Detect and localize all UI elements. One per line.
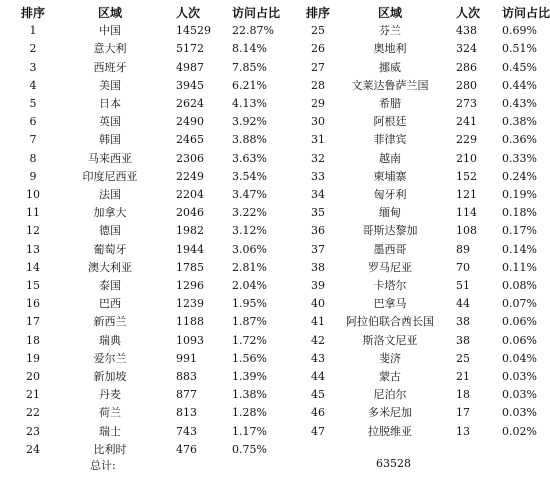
rank-cell: 17	[26, 315, 40, 329]
share-cell: 0.51%	[502, 42, 537, 56]
visits-cell: 1944	[176, 242, 204, 256]
region-cell: 多米尼加	[368, 406, 412, 420]
rank-cell: 1	[29, 24, 37, 38]
share-cell: 1.72%	[232, 333, 267, 347]
region-cell: 柬埔寨	[373, 169, 407, 183]
share-cell: 0.36%	[502, 133, 537, 147]
share-cell: 3.47%	[232, 188, 267, 201]
header-visits: 人次	[456, 6, 481, 20]
share-cell: 6.21%	[232, 78, 267, 92]
region-cell: 日本	[99, 97, 121, 110]
region-cell: 拉脱维亚	[368, 424, 412, 438]
rank-cell: 28	[311, 78, 325, 92]
visits-cell: 44	[456, 297, 470, 311]
share-cell: 0.02%	[502, 424, 537, 438]
rank-cell: 14	[26, 260, 40, 274]
region-cell: 荷兰	[99, 406, 121, 420]
visits-cell: 1982	[176, 224, 204, 238]
region-cell: 希腊	[379, 97, 401, 110]
visits-cell: 229	[456, 133, 477, 147]
region-cell: 罗马尼亚	[368, 260, 412, 274]
rank-cell: 12	[26, 224, 40, 238]
rank-cell: 21	[26, 388, 40, 402]
region-cell: 美国	[99, 78, 121, 92]
rank-cell: 4	[29, 78, 37, 92]
region-cell: 斐济	[379, 351, 401, 365]
rank-cell: 47	[311, 424, 325, 438]
visits-cell: 286	[456, 60, 477, 74]
visits-cell: 1785	[176, 260, 204, 274]
share-cell: 4.13%	[232, 97, 267, 110]
visits-cell: 273	[456, 97, 477, 110]
share-cell: 1.39%	[232, 370, 267, 383]
share-cell: 3.22%	[232, 206, 267, 220]
region-cell: 印度尼西亚	[82, 169, 138, 183]
share-cell: 7.85%	[232, 60, 267, 74]
visits-cell: 5172	[176, 42, 204, 56]
share-cell: 0.03%	[502, 406, 537, 420]
rank-cell: 16	[26, 297, 40, 311]
region-cell: 马来西亚	[88, 151, 132, 165]
region-cell: 新加坡	[93, 370, 127, 383]
visits-cell: 210	[456, 151, 477, 165]
visits-cell: 70	[456, 260, 470, 274]
rank-cell: 26	[311, 42, 325, 56]
share-cell: 0.06%	[502, 333, 537, 347]
visits-cell: 280	[456, 78, 477, 92]
visits-cell: 18	[456, 388, 470, 402]
share-cell: 0.45%	[502, 60, 537, 74]
visits-cell: 14529	[176, 24, 211, 38]
visits-cell: 51	[456, 279, 470, 292]
region-cell: 巴拿马	[373, 297, 407, 311]
share-cell: 3.92%	[232, 115, 267, 129]
region-cell: 中国	[99, 24, 121, 38]
rank-cell: 7	[29, 133, 37, 147]
share-cell: 0.44%	[502, 78, 537, 92]
rank-cell: 41	[311, 315, 325, 329]
region-cell: 比利时	[93, 442, 127, 456]
visits-cell: 813	[176, 406, 197, 420]
visits-cell: 1188	[176, 315, 204, 329]
share-cell: 1.38%	[232, 388, 267, 402]
rank-cell: 36	[311, 224, 325, 238]
share-cell: 0.14%	[502, 242, 537, 256]
rank-cell: 13	[26, 242, 40, 256]
region-cell: 卡塔尔	[373, 279, 407, 292]
share-cell: 1.28%	[232, 406, 267, 420]
share-cell: 0.75%	[232, 442, 267, 456]
share-cell: 0.08%	[502, 279, 537, 292]
share-cell: 0.24%	[502, 169, 537, 183]
visits-cell: 121	[456, 188, 477, 201]
share-cell: 3.12%	[232, 224, 267, 238]
header-region: 区域	[97, 6, 122, 20]
visits-cell: 2465	[176, 133, 204, 147]
rank-cell: 19	[26, 351, 40, 365]
share-cell: 22.87%	[232, 24, 274, 38]
rank-cell: 24	[26, 442, 40, 456]
share-cell: 0.06%	[502, 315, 537, 329]
visits-cell: 2490	[176, 115, 204, 129]
visits-cell: 13	[456, 424, 470, 438]
rank-cell: 44	[311, 370, 325, 383]
visits-cell: 743	[176, 424, 197, 438]
region-cell: 菲律宾	[373, 133, 407, 147]
region-cell: 意大利	[93, 42, 127, 56]
rank-cell: 37	[311, 242, 325, 256]
visits-cell: 152	[456, 169, 477, 183]
rank-cell: 20	[26, 370, 40, 383]
rank-cell: 33	[311, 169, 325, 183]
visits-cell: 38	[456, 315, 470, 329]
visits-cell: 991	[176, 351, 197, 365]
header-visits: 人次	[176, 6, 201, 20]
share-cell: 0.69%	[502, 24, 537, 38]
share-cell: 0.03%	[502, 388, 537, 402]
region-cell: 奥地利	[373, 42, 407, 56]
visits-cell: 38	[456, 333, 470, 347]
visits-cell: 2624	[176, 97, 204, 110]
visits-cell: 877	[176, 388, 197, 402]
region-cell: 葡萄牙	[93, 242, 127, 256]
visits-cell: 3945	[176, 78, 204, 92]
region-cell: 缅甸	[379, 206, 401, 220]
header-share: 访问占比	[232, 6, 281, 20]
visits-cell: 114	[456, 206, 477, 220]
share-cell: 0.43%	[502, 97, 537, 110]
rank-cell: 34	[311, 188, 325, 201]
rank-cell: 27	[311, 60, 325, 74]
region-cell: 挪威	[379, 60, 401, 74]
region-cell: 西班牙	[93, 60, 127, 74]
share-cell: 1.56%	[232, 351, 267, 365]
region-cell: 韩国	[99, 133, 121, 147]
region-cell: 巴西	[99, 297, 121, 311]
visits-cell: 4987	[176, 60, 204, 74]
region-cell: 爱尔兰	[93, 351, 127, 365]
rank-cell: 9	[29, 169, 37, 183]
visits-cell: 2249	[176, 169, 204, 183]
visits-cell: 324	[456, 42, 477, 56]
rank-cell: 2	[29, 42, 37, 56]
rank-cell: 23	[26, 424, 40, 438]
rank-cell: 31	[311, 133, 325, 147]
share-cell: 3.63%	[232, 151, 267, 165]
rank-cell: 30	[311, 115, 325, 129]
region-cell: 蒙古	[379, 370, 401, 383]
rank-cell: 46	[311, 406, 325, 420]
rank-cell: 22	[26, 406, 40, 420]
share-cell: 0.18%	[502, 206, 537, 220]
share-cell: 3.88%	[232, 133, 267, 147]
visits-cell: 241	[456, 115, 477, 129]
total-label: 总计:	[90, 459, 116, 472]
region-cell: 越南	[379, 151, 401, 165]
region-cell: 法国	[99, 188, 121, 201]
rank-cell: 39	[311, 279, 325, 292]
share-cell: 1.87%	[232, 315, 267, 329]
region-cell: 瑞典	[99, 333, 121, 347]
header-rank: 排序	[20, 6, 45, 20]
region-cell: 芬兰	[379, 24, 401, 38]
header-rank: 排序	[305, 6, 330, 20]
share-cell: 1.95%	[232, 297, 267, 311]
region-cell: 匈牙利	[373, 188, 407, 201]
share-cell: 8.14%	[232, 42, 267, 56]
region-cell: 阿根廷	[373, 115, 407, 129]
region-cell: 德国	[99, 224, 121, 238]
visits-cell: 1093	[176, 333, 204, 347]
share-cell: 0.11%	[502, 260, 537, 274]
rank-cell: 6	[29, 115, 37, 129]
region-cell: 英国	[99, 115, 121, 129]
visits-cell: 25	[456, 351, 470, 365]
region-cell: 哥斯达黎加	[362, 224, 418, 238]
rank-cell: 42	[311, 333, 325, 347]
share-cell: 0.17%	[502, 224, 537, 238]
region-cell: 丹麦	[99, 388, 121, 402]
share-cell: 3.54%	[232, 169, 267, 183]
rank-cell: 29	[311, 97, 325, 110]
rank-cell: 40	[311, 297, 325, 311]
share-cell: 0.33%	[502, 151, 537, 165]
rank-cell: 15	[26, 279, 40, 292]
rank-cell: 18	[26, 333, 40, 347]
region-cell: 新西兰	[93, 315, 127, 329]
rank-cell: 38	[311, 260, 325, 274]
share-cell: 0.03%	[502, 370, 537, 383]
region-cell: 加拿大	[93, 206, 127, 220]
visits-cell: 2306	[176, 151, 204, 165]
share-cell: 0.38%	[502, 115, 537, 129]
rank-cell: 8	[29, 151, 37, 165]
share-cell: 0.07%	[502, 297, 537, 311]
region-cell: 文莱达鲁萨兰国	[351, 78, 429, 92]
visits-cell: 17	[456, 406, 470, 420]
visits-cell: 89	[456, 242, 470, 256]
share-cell: 0.04%	[502, 351, 537, 365]
rank-cell: 10	[26, 188, 40, 201]
region-cell: 尼泊尔	[373, 388, 407, 402]
visits-cell: 1239	[176, 297, 204, 311]
rank-cell: 5	[29, 97, 37, 110]
share-cell: 2.04%	[232, 279, 267, 292]
rank-cell: 45	[311, 388, 325, 402]
share-cell: 3.06%	[232, 242, 267, 256]
visits-cell: 21	[456, 370, 470, 383]
visits-cell: 438	[456, 24, 477, 38]
region-cell: 澳大利亚	[88, 260, 132, 274]
rank-cell: 32	[311, 151, 325, 165]
visits-cell: 883	[176, 370, 197, 383]
rank-cell: 25	[311, 24, 325, 38]
visits-cell: 2046	[176, 206, 204, 220]
header-share: 访问占比	[502, 6, 550, 20]
region-cell: 泰国	[99, 279, 121, 292]
visits-cell: 1296	[176, 279, 204, 292]
region-cell: 阿拉伯联合酋长国	[346, 315, 434, 329]
total-value: 63528	[376, 457, 411, 470]
rank-cell: 3	[29, 60, 37, 74]
header-region: 区域	[377, 6, 402, 20]
share-cell: 0.19%	[502, 188, 537, 201]
region-cell: 瑞士	[99, 424, 121, 438]
share-cell: 1.17%	[232, 424, 267, 438]
region-cell: 斯洛文尼亚	[362, 333, 418, 347]
rank-cell: 11	[26, 206, 40, 220]
visits-cell: 2204	[176, 188, 204, 201]
region-cell: 墨西哥	[373, 242, 407, 256]
share-cell: 2.81%	[232, 260, 267, 274]
rank-cell: 35	[311, 206, 325, 220]
visits-cell: 476	[176, 442, 197, 456]
rank-cell: 43	[311, 351, 325, 365]
visits-cell: 108	[456, 224, 477, 238]
